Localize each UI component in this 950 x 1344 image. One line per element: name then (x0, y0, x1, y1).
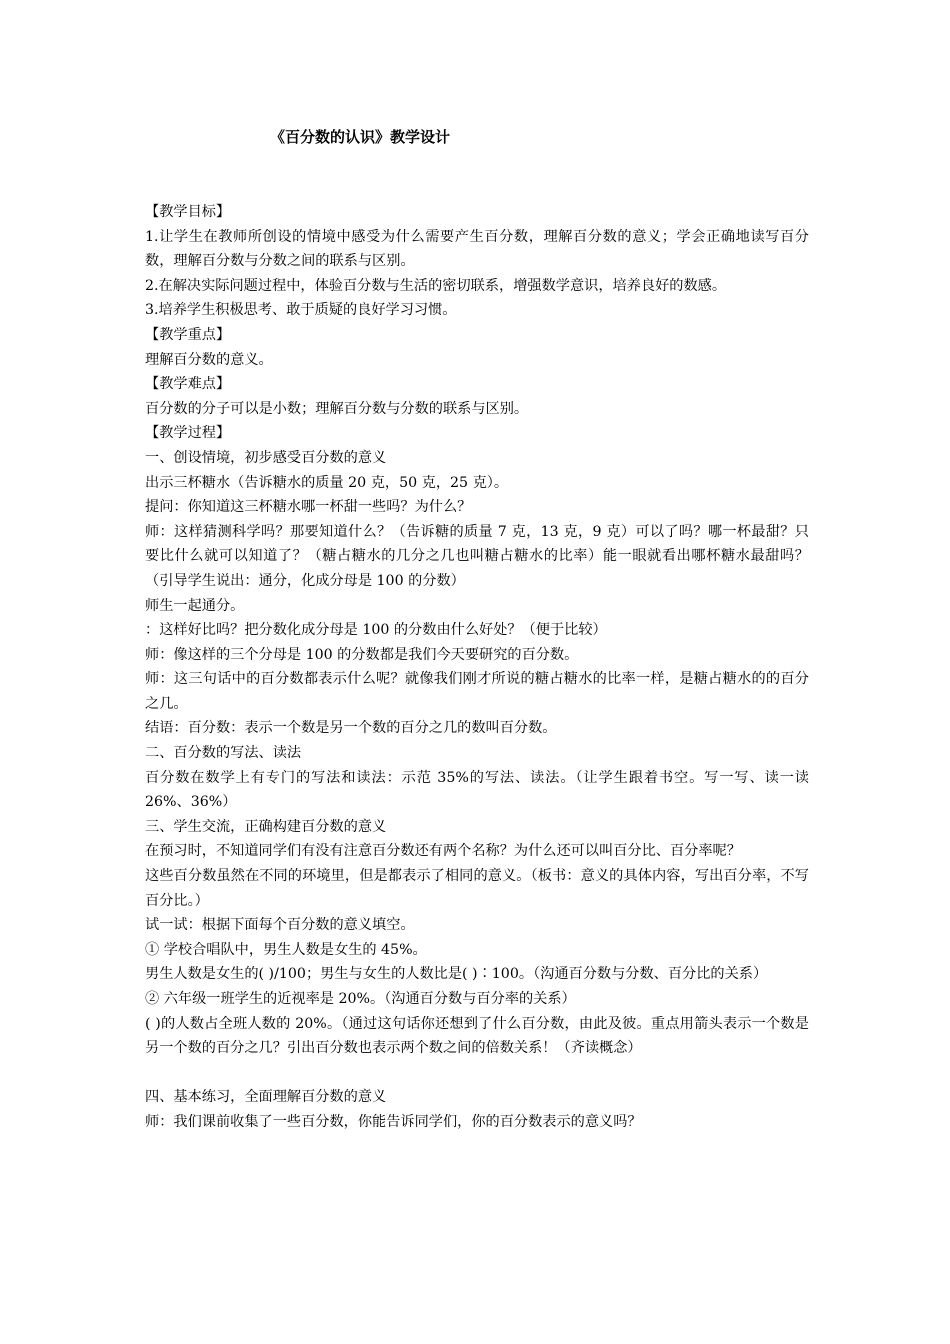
paragraph: 结语：百分数：表示一个数是另一个数的百分之几的数叫百分数。 (145, 720, 557, 737)
exercise-item-1: ① 学校合唱队中，男生人数是女生的 45%。 (145, 941, 427, 958)
document-body (145, 200, 809, 1135)
paragraph: ( )的人数占全班人数的 20%。（通过这句话你还想到了什么百分数，由此及彼。重点用箭头表示一个数是另一个数的百分之几？引出百分数也表示两个数之间的倍数关系！（齐读概念） (145, 1015, 809, 1057)
paragraph: 百分数在数学上有专门的写法和读法：示范 35%的写法、读法。（让学生跟着书空。写一写、读一读 26%、36%） (145, 769, 809, 811)
paragraph: 这些百分数虽然在不同的环境里，但是都表示了相同的意义。（板书：意义的具体内容，写出百分率，不写百分比。） (145, 868, 809, 909)
section-3-heading: 三、学生交流，正确构建百分数的意义 (145, 818, 387, 835)
section-4-heading: 四、基本练习，全面理解百分数的意义 (145, 1089, 387, 1106)
paragraph: ：这样好比吗？把分数化成分母是 100 的分数由什么好处？（便于比较） (145, 622, 607, 639)
objective-1: 1.让学生在教师所创设的情境中感受为什么需要产生百分数，理解百分数的意义；学会正确地读写百分数，理解百分数与分数之间的联系与区别。 (145, 228, 809, 270)
paragraph: 师：这样猜测科学吗？那要知道什么？（告诉糖的质量 7 克，13 克，9 克）可以了吗？哪一杯最甜？只要比什么就可以知道了？（糖占糖水的几分之几也叫糖占糖水的比率）能一眼就看出哪杯糖水最甜吗？（引导学生说出：通分，化成分母是 100 的分数） (145, 523, 809, 589)
document-title: 《百分数的认识》教学设计 (270, 128, 451, 146)
paragraph: 师：像这样的三个分母是 100 的分数都是我们今天要研究的百分数。 (145, 646, 579, 663)
exercise-item-2: ② 六年级一班学生的近视率是 20%。（沟通百分数与百分率的关系） (145, 991, 576, 1007)
objective-3: 3.培养学生积极思考、敢于质疑的良好学习习惯。 (145, 302, 457, 319)
paragraph: 师：这三句话中的百分数都表示什么呢？就像我们刚才所说的糖占糖水的比率一样，是糖占糖水的的百分之几。 (145, 671, 809, 712)
section-2-heading: 二、百分数的写法、读法 (145, 745, 302, 762)
heading-key-points: 【教学重点】 (145, 326, 231, 343)
paragraph: 在预习时，不知道同学们有没有注意百分数还有两个名称？为什么还可以叫百分比、百分率呢？ (145, 843, 741, 860)
difficulty-text: 百分数的分子可以是小数；理解百分数与分数的联系与区别。 (145, 400, 529, 417)
paragraph: 男生人数是女生的( )/100；男生与女生的人数比是( )∶100。（沟通百分数与分数、百分比的关系） (145, 966, 768, 983)
paragraph: 试一试：根据下面每个百分数的意义填空。 (145, 917, 415, 934)
section-1-heading: 一、创设情境，初步感受百分数的意义 (145, 449, 387, 466)
heading-process: 【教学过程】 (145, 425, 231, 442)
objective-2: 2.在解决实际问题过程中，体验百分数与生活的密切联系，增强数学意识，培养良好的数感。 (145, 277, 727, 294)
heading-difficulties: 【教学难点】 (145, 376, 231, 393)
blank-line (145, 1061, 809, 1086)
paragraph: 师：我们课前收集了一些百分数，你能告诉同学们，你的百分数表示的意义吗？ (145, 1113, 642, 1130)
paragraph: 出示三杯糖水（告诉糖水的质量 20 克，50 克，25 克）。 (145, 474, 509, 491)
key-point-text: 理解百分数的意义。 (145, 351, 273, 368)
paragraph: 提问：你知道这三杯糖水哪一杯甜一些吗？为什么？ (145, 499, 472, 516)
heading-objectives: 【教学目标】 (145, 204, 231, 220)
paragraph: 师生一起通分。 (145, 597, 245, 614)
